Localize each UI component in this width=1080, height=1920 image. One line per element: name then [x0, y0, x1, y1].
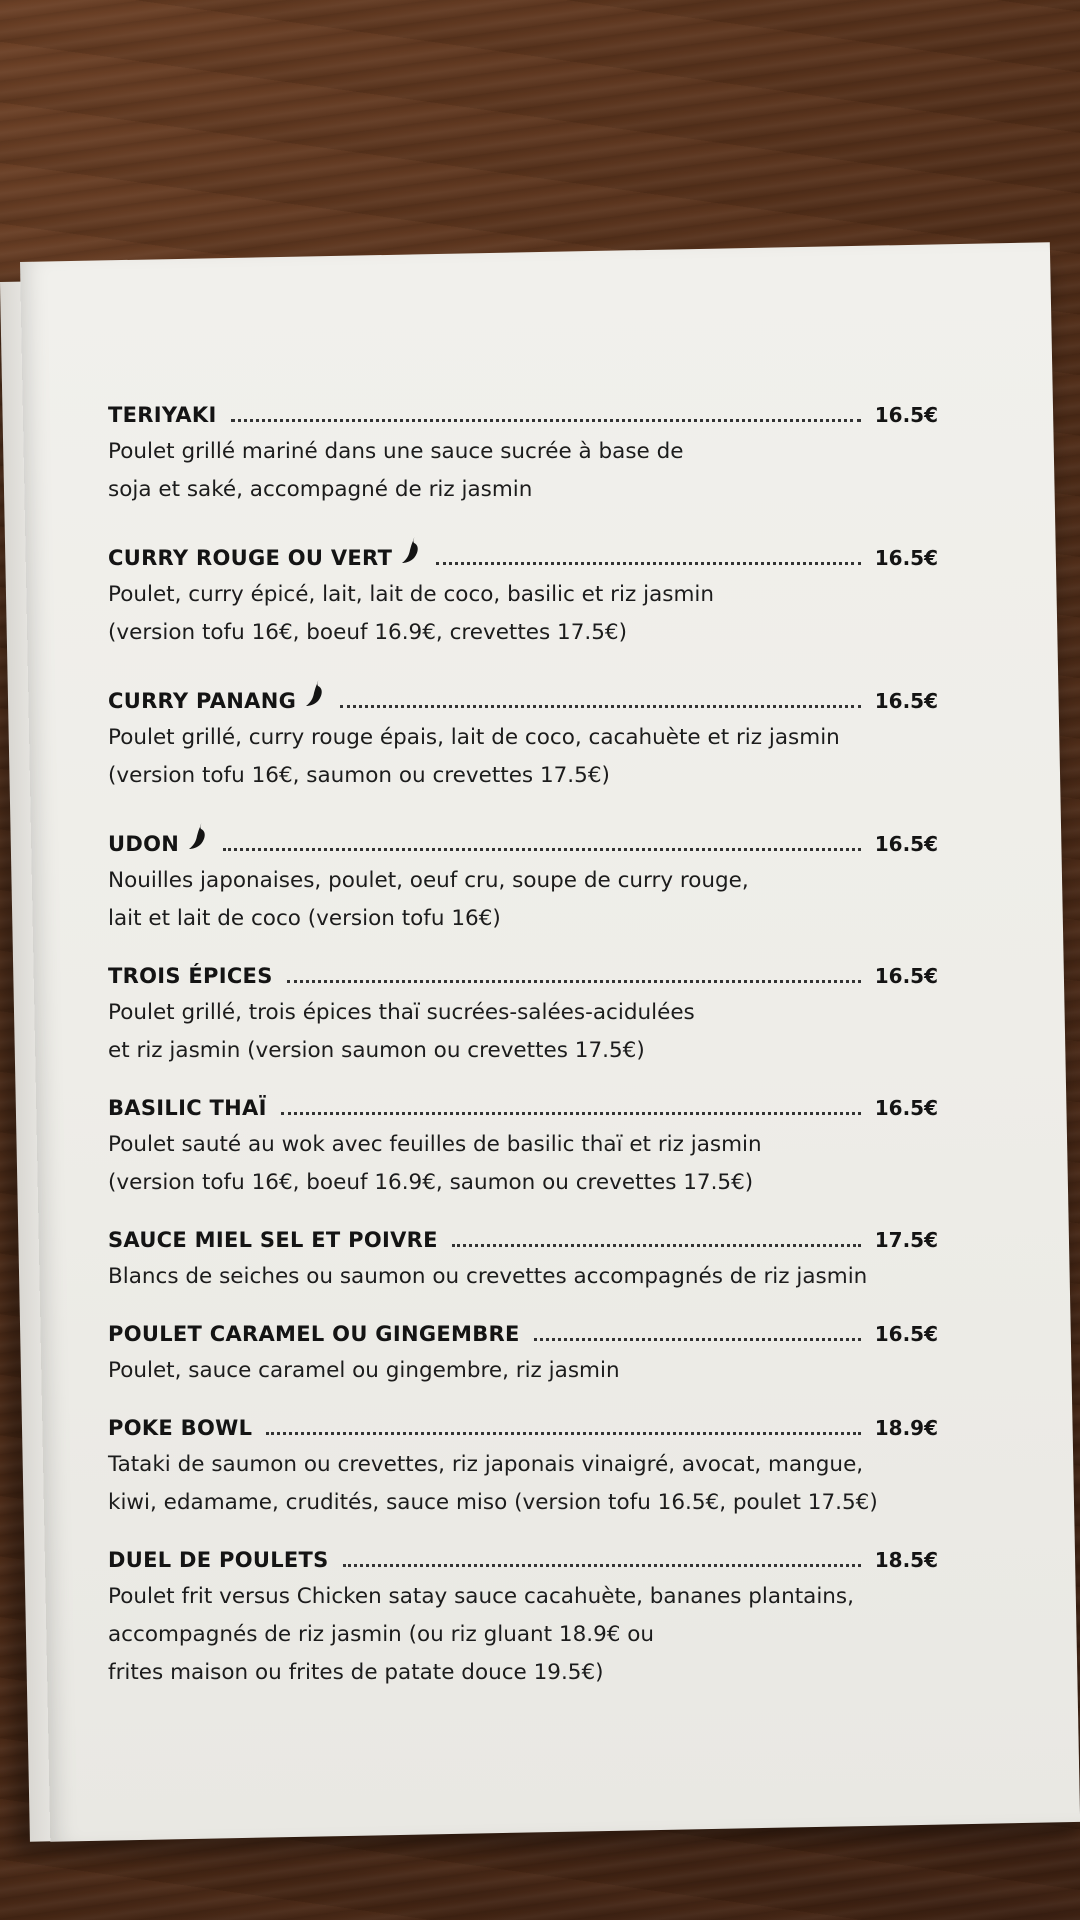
- dish-description-line: Poulet grillé mariné dans une sauce sucrée à base de: [108, 439, 684, 464]
- dish-description-line: (version tofu 16€, boeuf 16.9€, saumon ou crevettes 17.5€): [108, 1170, 754, 1195]
- leader-dots: [281, 1111, 861, 1115]
- menu-item: [108, 821, 938, 938]
- chili-pepper-icon: [187, 821, 209, 851]
- dish-name: POKE BOWL: [108, 1416, 253, 1440]
- dish-description-line: lait et lait de coco (version tofu 16€): [108, 906, 501, 931]
- chili-pepper-icon: [400, 535, 422, 565]
- menu-item-header: [108, 1548, 938, 1572]
- menu-list: [108, 403, 938, 1718]
- menu-item-header: [108, 535, 938, 570]
- dish-description-line: Poulet sauté au wok avec feuilles de basilic thaï et riz jasmin: [108, 1132, 762, 1157]
- dish-description-line: Blancs de seiches ou saumon ou crevettes accompagnés de riz jasmin: [108, 1264, 868, 1289]
- menu-item-header: [108, 1096, 938, 1120]
- dish-name: CURRY PANANG: [108, 689, 297, 713]
- menu-item-header: [108, 1322, 938, 1346]
- dish-description-line: kiwi, edamame, crudités, sauce miso (version tofu 16.5€, poulet 17.5€): [108, 1490, 878, 1515]
- menu-item: [108, 1228, 938, 1296]
- menu-item-header: [108, 821, 938, 856]
- dish-description-line: Poulet, curry épicé, lait, lait de coco, basilic et riz jasmin: [108, 582, 714, 607]
- dish-price: 17.5€: [874, 1228, 938, 1252]
- dish-price: 16.5€: [874, 832, 938, 856]
- leader-dots: [266, 1431, 860, 1435]
- dish-description-line: Poulet grillé, trois épices thaï sucrées-salées-acidulées: [108, 1000, 695, 1025]
- leader-dots: [436, 561, 861, 565]
- menu-item: [108, 678, 938, 795]
- dish-description-line: (version tofu 16€, boeuf 16.9€, crevettes 17.5€): [108, 620, 627, 645]
- dish-name: TROIS ÉPICES: [108, 964, 273, 988]
- menu-item: [108, 1322, 938, 1390]
- dish-price: 18.5€: [874, 1548, 938, 1572]
- dish-price: 16.5€: [874, 964, 938, 988]
- dish-description-line: frites maison ou frites de patate douce 19.5€): [108, 1660, 604, 1685]
- leader-dots: [340, 704, 861, 708]
- leader-dots: [343, 1563, 861, 1567]
- dish-name: UDON: [108, 832, 180, 856]
- dish-price: 16.5€: [874, 1322, 938, 1346]
- dish-name: CURRY ROUGE OU VERT: [108, 546, 393, 570]
- leader-dots: [223, 847, 861, 851]
- dish-price: 18.9€: [874, 1416, 938, 1440]
- dish-description-line: Poulet, sauce caramel ou gingembre, riz jasmin: [108, 1358, 620, 1383]
- menu-item: [108, 1548, 938, 1692]
- dish-price: 16.5€: [874, 403, 938, 427]
- menu-item-header: [108, 964, 938, 988]
- dish-description-line: et riz jasmin (version saumon ou crevettes 17.5€): [108, 1038, 645, 1063]
- leader-dots: [287, 979, 861, 983]
- dish-name: TERIYAKI: [108, 403, 217, 427]
- leader-dots: [231, 418, 861, 422]
- menu-item: [108, 1096, 938, 1202]
- dish-description-line: (version tofu 16€, saumon ou crevettes 17.5€): [108, 763, 610, 788]
- dish-name: BASILIC THAÏ: [108, 1096, 267, 1120]
- dish-description-line: Poulet grillé, curry rouge épais, lait de coco, cacahuète et riz jasmin: [108, 725, 840, 750]
- dish-description-line: soja et saké, accompagné de riz jasmin: [108, 477, 533, 502]
- menu-item-header: [108, 403, 938, 427]
- menu-item: [108, 403, 938, 509]
- dish-description-line: Poulet frit versus Chicken satay sauce cacahuète, bananes plantains,: [108, 1584, 854, 1609]
- menu-item: [108, 1416, 938, 1522]
- dish-price: 16.5€: [874, 689, 938, 713]
- dish-name: SAUCE MIEL SEL ET POIVRE: [108, 1228, 438, 1252]
- leader-dots: [452, 1243, 861, 1247]
- dish-name: POULET CARAMEL OU GINGEMBRE: [108, 1322, 520, 1346]
- dish-price: 16.5€: [874, 1096, 938, 1120]
- menu-item: [108, 964, 938, 1070]
- dish-price: 16.5€: [874, 546, 938, 570]
- menu-item-header: [108, 678, 938, 713]
- leader-dots: [534, 1337, 861, 1341]
- dish-description-line: accompagnés de riz jasmin (ou riz gluant 18.9€ ou: [108, 1622, 655, 1647]
- menu-item: [108, 535, 938, 652]
- dish-description-line: Nouilles japonaises, poulet, oeuf cru, soupe de curry rouge,: [108, 868, 749, 893]
- dish-name: DUEL DE POULETS: [108, 1548, 329, 1572]
- menu-item-header: [108, 1416, 938, 1440]
- chili-pepper-icon: [304, 678, 326, 708]
- dish-description-line: Tataki de saumon ou crevettes, riz japonais vinaigré, avocat, mangue,: [108, 1452, 864, 1477]
- menu-item-header: [108, 1228, 938, 1252]
